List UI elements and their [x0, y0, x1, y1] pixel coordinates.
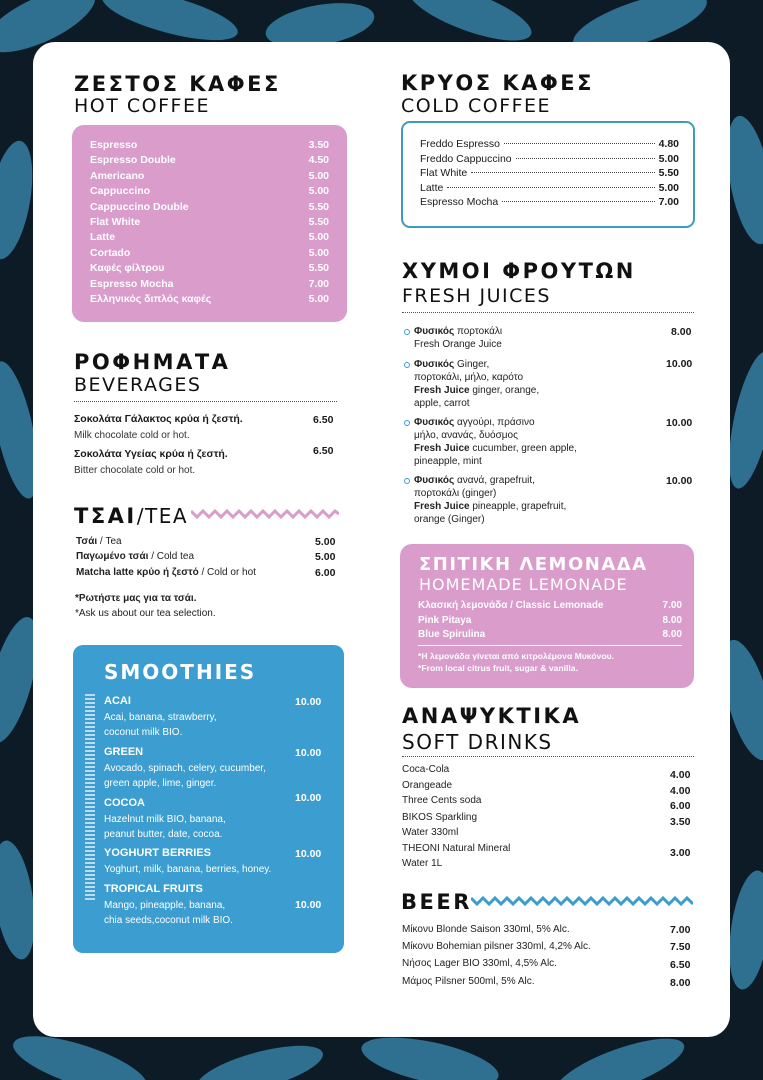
beer-price: 8.00 [670, 977, 691, 989]
soft-drink-price: 6.00 [670, 800, 691, 812]
menu-item [90, 200, 329, 215]
item-price: 5.50 [308, 215, 329, 228]
beverage-price: 6.50 [313, 445, 334, 457]
beverages-title-gr: ΡΟΦΗΜΑΤΑ [74, 350, 231, 374]
tea-item-name: Παγωμένο τσάι [76, 551, 149, 562]
beverages-title-en: BEVERAGES [74, 374, 202, 396]
juices-title-gr: ΧΥΜΟΙ ΦΡΟΥΤΩΝ [402, 259, 636, 283]
beverage-desc: Milk chocolate cold or hot. [74, 430, 190, 441]
soft-drink-item: BIKOS Sparkling Water 330ml [402, 812, 478, 838]
item-name: Espresso Double [90, 154, 176, 167]
menu-item: Latte 5.00 [420, 181, 679, 194]
soft-drink-price: 4.00 [670, 769, 691, 781]
item-name: Flat White [90, 215, 141, 228]
soft-drinks-title-en: SOFT DRINKS [402, 730, 553, 754]
menu-item: Flat White 5.50 [420, 167, 679, 180]
juice-item: Φυσικός πορτοκάλι Fresh Orange Juice [414, 326, 503, 350]
item-price: 3.50 [308, 139, 329, 151]
item-name: Americano [90, 169, 145, 182]
juices-divider [402, 312, 694, 313]
item-price: 5.00 [308, 169, 329, 182]
beer-price: 7.50 [670, 941, 691, 953]
menu-item [90, 138, 329, 153]
smoothie-desc: Acai, banana, strawberry, coconut milk BIO. [104, 712, 217, 738]
item-name: Espresso Mocha [90, 277, 174, 290]
wave-decoration [471, 895, 693, 907]
cold-coffee-list [420, 137, 679, 210]
juice-item: Φυσικός αγγούρι, πράσινο μήλο, ανανάς, δυόσμος Fresh Juice cucumber, green apple, pineapple, mint [414, 417, 577, 467]
cold-coffee-title-gr: ΚΡΥΟΣ ΚΑΦΕΣ [401, 71, 594, 95]
smoothie-price: 10.00 [295, 848, 322, 860]
soft-drinks-divider [402, 756, 694, 757]
smoothie-price: 10.00 [295, 696, 322, 708]
tea-item [76, 551, 194, 562]
menu-card [33, 42, 730, 1037]
menu-item [90, 169, 329, 184]
juice-price: 10.00 [666, 417, 693, 429]
juice-price: 10.00 [666, 358, 693, 370]
soft-drink-item: Three Cents soda [402, 795, 482, 806]
beer-item: Μάμος Pilsner 500ml, 5% Alc. [402, 976, 535, 987]
juice-price: 8.00 [671, 326, 692, 338]
bullet-icon [404, 362, 410, 368]
smoothie-name: TROPICAL FRUITS [104, 883, 203, 895]
item-price: 4.50 [308, 154, 329, 167]
item-price: 5.00 [308, 246, 329, 259]
cold-coffee-title-en: COLD COFFEE [401, 95, 552, 117]
beer-item: Μίκονυ Bohemian pilsner 330ml, 4,2% Alc. [402, 941, 591, 952]
lemonade-title-en: HOMEMADE LEMONADE [419, 575, 628, 594]
stripe-decoration [85, 693, 95, 903]
menu-item [90, 230, 329, 245]
smoothie-desc: Yoghurt, milk, banana, berries, honey. [104, 864, 272, 875]
juice-price: 10.00 [666, 475, 693, 487]
soft-drink-price: 3.00 [670, 847, 691, 859]
smoothies-box [73, 645, 344, 953]
beer-title: BEER [401, 890, 472, 914]
item-price: 7.00 [308, 277, 329, 290]
tea-price: 5.00 [315, 551, 336, 563]
tea-title-gr: ΤΣΑΙ [74, 504, 137, 528]
juice-item: Φυσικός Ginger, πορτοκάλι, μήλο, καρότο Fresh Juice ginger, orange, apple, carrot [414, 359, 540, 409]
beverage-desc: Bitter chocolate cold or hot. [74, 465, 196, 476]
smoothies-title: SMOOTHIES [104, 660, 257, 684]
tea-title-en: /TEA [136, 504, 189, 528]
item-name: Espresso [90, 139, 138, 151]
juices-title-en: FRESH JUICES [402, 285, 551, 307]
tea-item-name: Matcha latte κρύο ή ζεστό [76, 567, 199, 578]
menu-item [90, 184, 329, 199]
item-name: Cappuccino [90, 185, 151, 198]
tea-price: 5.00 [315, 536, 336, 548]
menu-item [90, 215, 329, 230]
item-name: Cortado [90, 246, 131, 259]
smoothie-desc: Avocado, spinach, celery, cucumber, green apple, lime, ginger. [104, 763, 266, 789]
menu-item: Pink Pitaya 8.00 [418, 614, 682, 626]
menu-item [90, 261, 329, 276]
lemonade-note-en: *From local citrus fruit, sugar & vanilla. [418, 663, 578, 673]
cold-coffee-box [401, 121, 695, 228]
juice-item: Φυσικός ανανά, grapefruit, πορτοκάλι (ginger) Fresh Juice pineapple, grapefruit, orange (Ginger) [414, 475, 567, 525]
soft-drink-price: 3.50 [670, 816, 691, 828]
item-price: 5.50 [308, 262, 329, 275]
item-name: Cappuccino Double [90, 200, 189, 213]
menu-item [90, 246, 329, 261]
hot-coffee-box [72, 125, 347, 322]
beverage-price: 6.50 [313, 414, 334, 426]
hot-coffee-title-en: HOT COFFEE [74, 95, 210, 117]
beverages-divider [74, 401, 337, 402]
beverage-name: Σοκολάτα Γάλακτος κρύα ή ζεστή. [74, 413, 243, 425]
soft-drink-item: THEONI Natural Mineral Water 1L [402, 843, 511, 869]
beer-item: Νήσος Lager BIO 330ml, 4,5% Alc. [402, 958, 557, 969]
beer-item: Μίκονυ Blonde Saison 330ml, 5% Alc. [402, 924, 570, 935]
item-price: 5.00 [308, 185, 329, 198]
bullet-icon [404, 478, 410, 484]
tea-title [74, 504, 188, 528]
smoothie-name: ACAI [104, 695, 131, 707]
hot-coffee-list [90, 138, 329, 307]
item-name: Ελληνικός διπλός καφές [90, 292, 212, 305]
menu-item: Freddo Cappuccino 5.00 [420, 152, 679, 165]
item-price: 5.00 [308, 292, 329, 305]
lemonade-box [400, 544, 694, 688]
menu-item: Blue Spirulina 8.00 [418, 629, 682, 640]
soft-drink-item: Coca-Cola [402, 764, 450, 775]
menu-item [90, 277, 329, 292]
tea-item [76, 567, 256, 578]
beer-price: 7.00 [670, 924, 691, 936]
smoothie-price: 10.00 [295, 792, 322, 804]
tea-note-en: *Ask us about our tea selection. [75, 608, 216, 619]
zigzag-decoration [191, 508, 339, 520]
beverage-name: Σοκολάτα Υγείας κρύα ή ζεστή. [74, 448, 228, 460]
hot-coffee-title-gr: ΖΕΣΤΟΣ ΚΑΦΕΣ [74, 72, 281, 96]
tea-item-en: / Cold or hot [198, 567, 256, 578]
bullet-icon [404, 329, 410, 335]
lemonade-title-gr: ΣΠΙΤΙΚΗ ΛΕΜΟΝΑΔΑ [419, 554, 648, 575]
soft-drink-item: Orangeade [402, 780, 453, 791]
tea-item-en: / Cold tea [148, 551, 195, 562]
smoothie-desc: Hazelnut milk BIO, banana, peanut butter, date, cocoa. [104, 814, 226, 840]
beer-price: 6.50 [670, 959, 691, 971]
menu-item: Espresso Mocha 7.00 [420, 196, 679, 209]
tea-note-gr: *Ρωτήστε μας για τα τσάι. [75, 593, 197, 604]
bullet-icon [404, 420, 410, 426]
tea-item [76, 536, 122, 547]
smoothie-name: COCOA [104, 797, 145, 809]
tea-item-name: Τσάι [76, 536, 98, 547]
smoothie-price: 10.00 [295, 899, 322, 911]
lemonade-divider [418, 645, 682, 646]
item-price: 5.50 [308, 200, 329, 213]
item-name: Καφές φίλτρου [90, 262, 165, 275]
tea-item-en: / Tea [97, 536, 122, 547]
smoothie-name: GREEN [104, 746, 144, 758]
menu-item: Κλασική λεμονάδα / Classic Lemonade 7.00 [418, 600, 682, 611]
menu-item: Freddo Espresso 4.80 [420, 138, 679, 150]
item-name: Latte [90, 231, 116, 244]
smoothie-name: YOGHURT BERRIES [104, 847, 211, 859]
item-price: 5.00 [308, 231, 329, 244]
lemonade-note-gr: *Η λεμονάδα γίνεται από κιτρολέμονα Μυκόνου. [418, 651, 614, 661]
smoothie-price: 10.00 [295, 747, 322, 759]
soft-drinks-title-gr: ΑΝΑΨΥΚΤΙΚΑ [402, 704, 582, 728]
lemonade-list [418, 599, 682, 643]
soft-drink-price: 4.00 [670, 785, 691, 797]
smoothie-desc: Mango, pineapple, banana, chia seeds,coconut milk BIO. [104, 900, 233, 926]
menu-item [90, 292, 329, 307]
tea-price: 6.00 [315, 567, 336, 579]
menu-item [90, 153, 329, 168]
